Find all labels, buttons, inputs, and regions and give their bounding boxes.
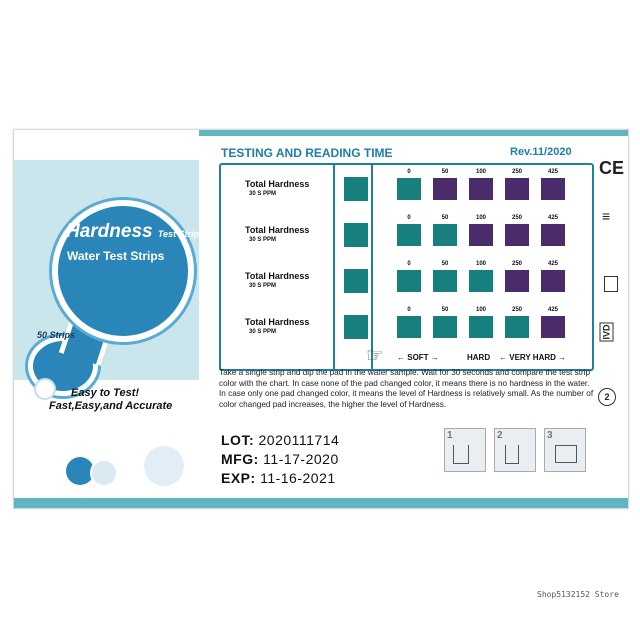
row-label: Total Hardness [245,225,310,235]
color-swatch [541,316,565,338]
step-3-number: 3 [547,430,553,441]
chart-row [221,261,592,307]
strip-count: 50 Strips [36,330,76,340]
row-sublabel: 30 S PPM [249,237,277,243]
tagline-1: Easy to Test! [71,387,140,399]
color-swatch [505,316,529,338]
temperature-icon: ≡ [602,208,611,224]
level-label: 425 [547,215,558,221]
level-label: 250 [511,307,522,313]
color-swatch [469,270,493,292]
color-swatch [433,224,457,246]
level-label: 425 [547,307,558,313]
step-1-number: 1 [447,430,453,441]
ce-mark-icon: CE [599,158,625,178]
color-swatch [541,224,565,246]
level-label: 100 [475,261,486,267]
hardness-color-chart [219,163,594,371]
step-2-number: 2 [497,430,503,441]
color-swatch [433,316,457,338]
color-swatch [397,224,421,246]
chart-heading: TESTING AND READING TIME [221,146,393,160]
row-sublabel: 30 S PPM [249,191,277,197]
color-swatch [505,178,529,200]
color-swatch [469,224,493,246]
color-swatch [541,178,565,200]
level-label: 50 [441,215,449,221]
row-label: Total Hardness [245,179,310,189]
color-swatch [397,178,421,200]
level-label: 50 [441,261,449,267]
color-swatch [397,270,421,292]
level-label: 50 [441,307,449,313]
step-1-panel [444,428,486,472]
row-sublabel: 30 S PPM [249,329,277,335]
color-swatch [541,270,565,292]
scale-very-hard: ← VERY HARD → [499,353,567,362]
chart-row [221,169,592,215]
top-accent-bar [199,130,628,136]
color-swatch [505,270,529,292]
level-label: 0 [407,307,411,313]
sample-pad-swatch [344,269,368,293]
tagline-2: Fast,Easy,and Accurate [49,400,173,412]
revision-label: Rev.11/2020 [510,146,572,158]
color-swatch [397,316,421,338]
scale-hard: HARD [467,353,491,362]
product-card [13,129,629,509]
hand-icon: ☞ [366,345,384,367]
level-label: 50 [441,169,449,175]
sample-pad-swatch [344,177,368,201]
level-label: 100 [475,215,486,221]
brand-panel [14,160,199,380]
instructions-text: Take a single strip and dip the pad in the water sample. Wait for 30 seconds and compare the test strip color with the chart. In case none of the pad changed color, it means there is no hardness in the water. In case only one pad changed color, it means the level of Hardness is relatively small. As the number of color changed pad increases, the higher the level of Hardness. [219,368,594,409]
exp-line: EXP: 11-16-2021 [221,470,336,486]
color-swatch [433,178,457,200]
level-label: 250 [511,215,522,221]
product-subtitle: Water Test Strips [67,249,165,263]
level-label: 250 [511,169,522,175]
color-swatch [433,270,457,292]
level-label: 250 [511,261,522,267]
color-swatch [469,316,493,338]
ivd-icon: IVD [601,324,612,340]
bottom-accent-bar [14,498,628,508]
row-sublabel: 30 S PPM [249,283,277,289]
level-label: 0 [407,169,411,175]
level-label: 0 [407,215,411,221]
store-watermark: Shop5132152 Store [537,590,619,599]
sample-pad-swatch [344,223,368,247]
color-swatch [469,178,493,200]
step-3-panel [544,428,586,472]
chart-row [221,307,592,353]
level-label: 100 [475,169,486,175]
mfg-line: MFG: 11-17-2020 [221,451,339,467]
single-use-icon: 2 [598,388,616,406]
step-2-panel [494,428,536,472]
level-label: 0 [407,261,411,267]
row-label: Total Hardness [245,271,310,281]
chart-row [221,215,592,261]
sample-pad-swatch [344,315,368,339]
row-label: Total Hardness [245,317,310,327]
level-label: 100 [475,307,486,313]
level-label: 425 [547,169,558,175]
level-label: 425 [547,261,558,267]
decor-dot-4 [144,446,184,486]
decor-dot-1 [34,378,56,400]
decor-dot-3 [90,459,118,487]
strip-icon [555,445,577,463]
manual-icon [604,276,618,292]
color-swatch [505,224,529,246]
dropper-icon [505,445,519,464]
scale-soft: ← SOFT → [397,353,439,362]
lot-line: LOT: 2020111714 [221,432,340,448]
product-title: Hardness Test Strip [66,221,200,242]
cup-icon [453,445,469,464]
